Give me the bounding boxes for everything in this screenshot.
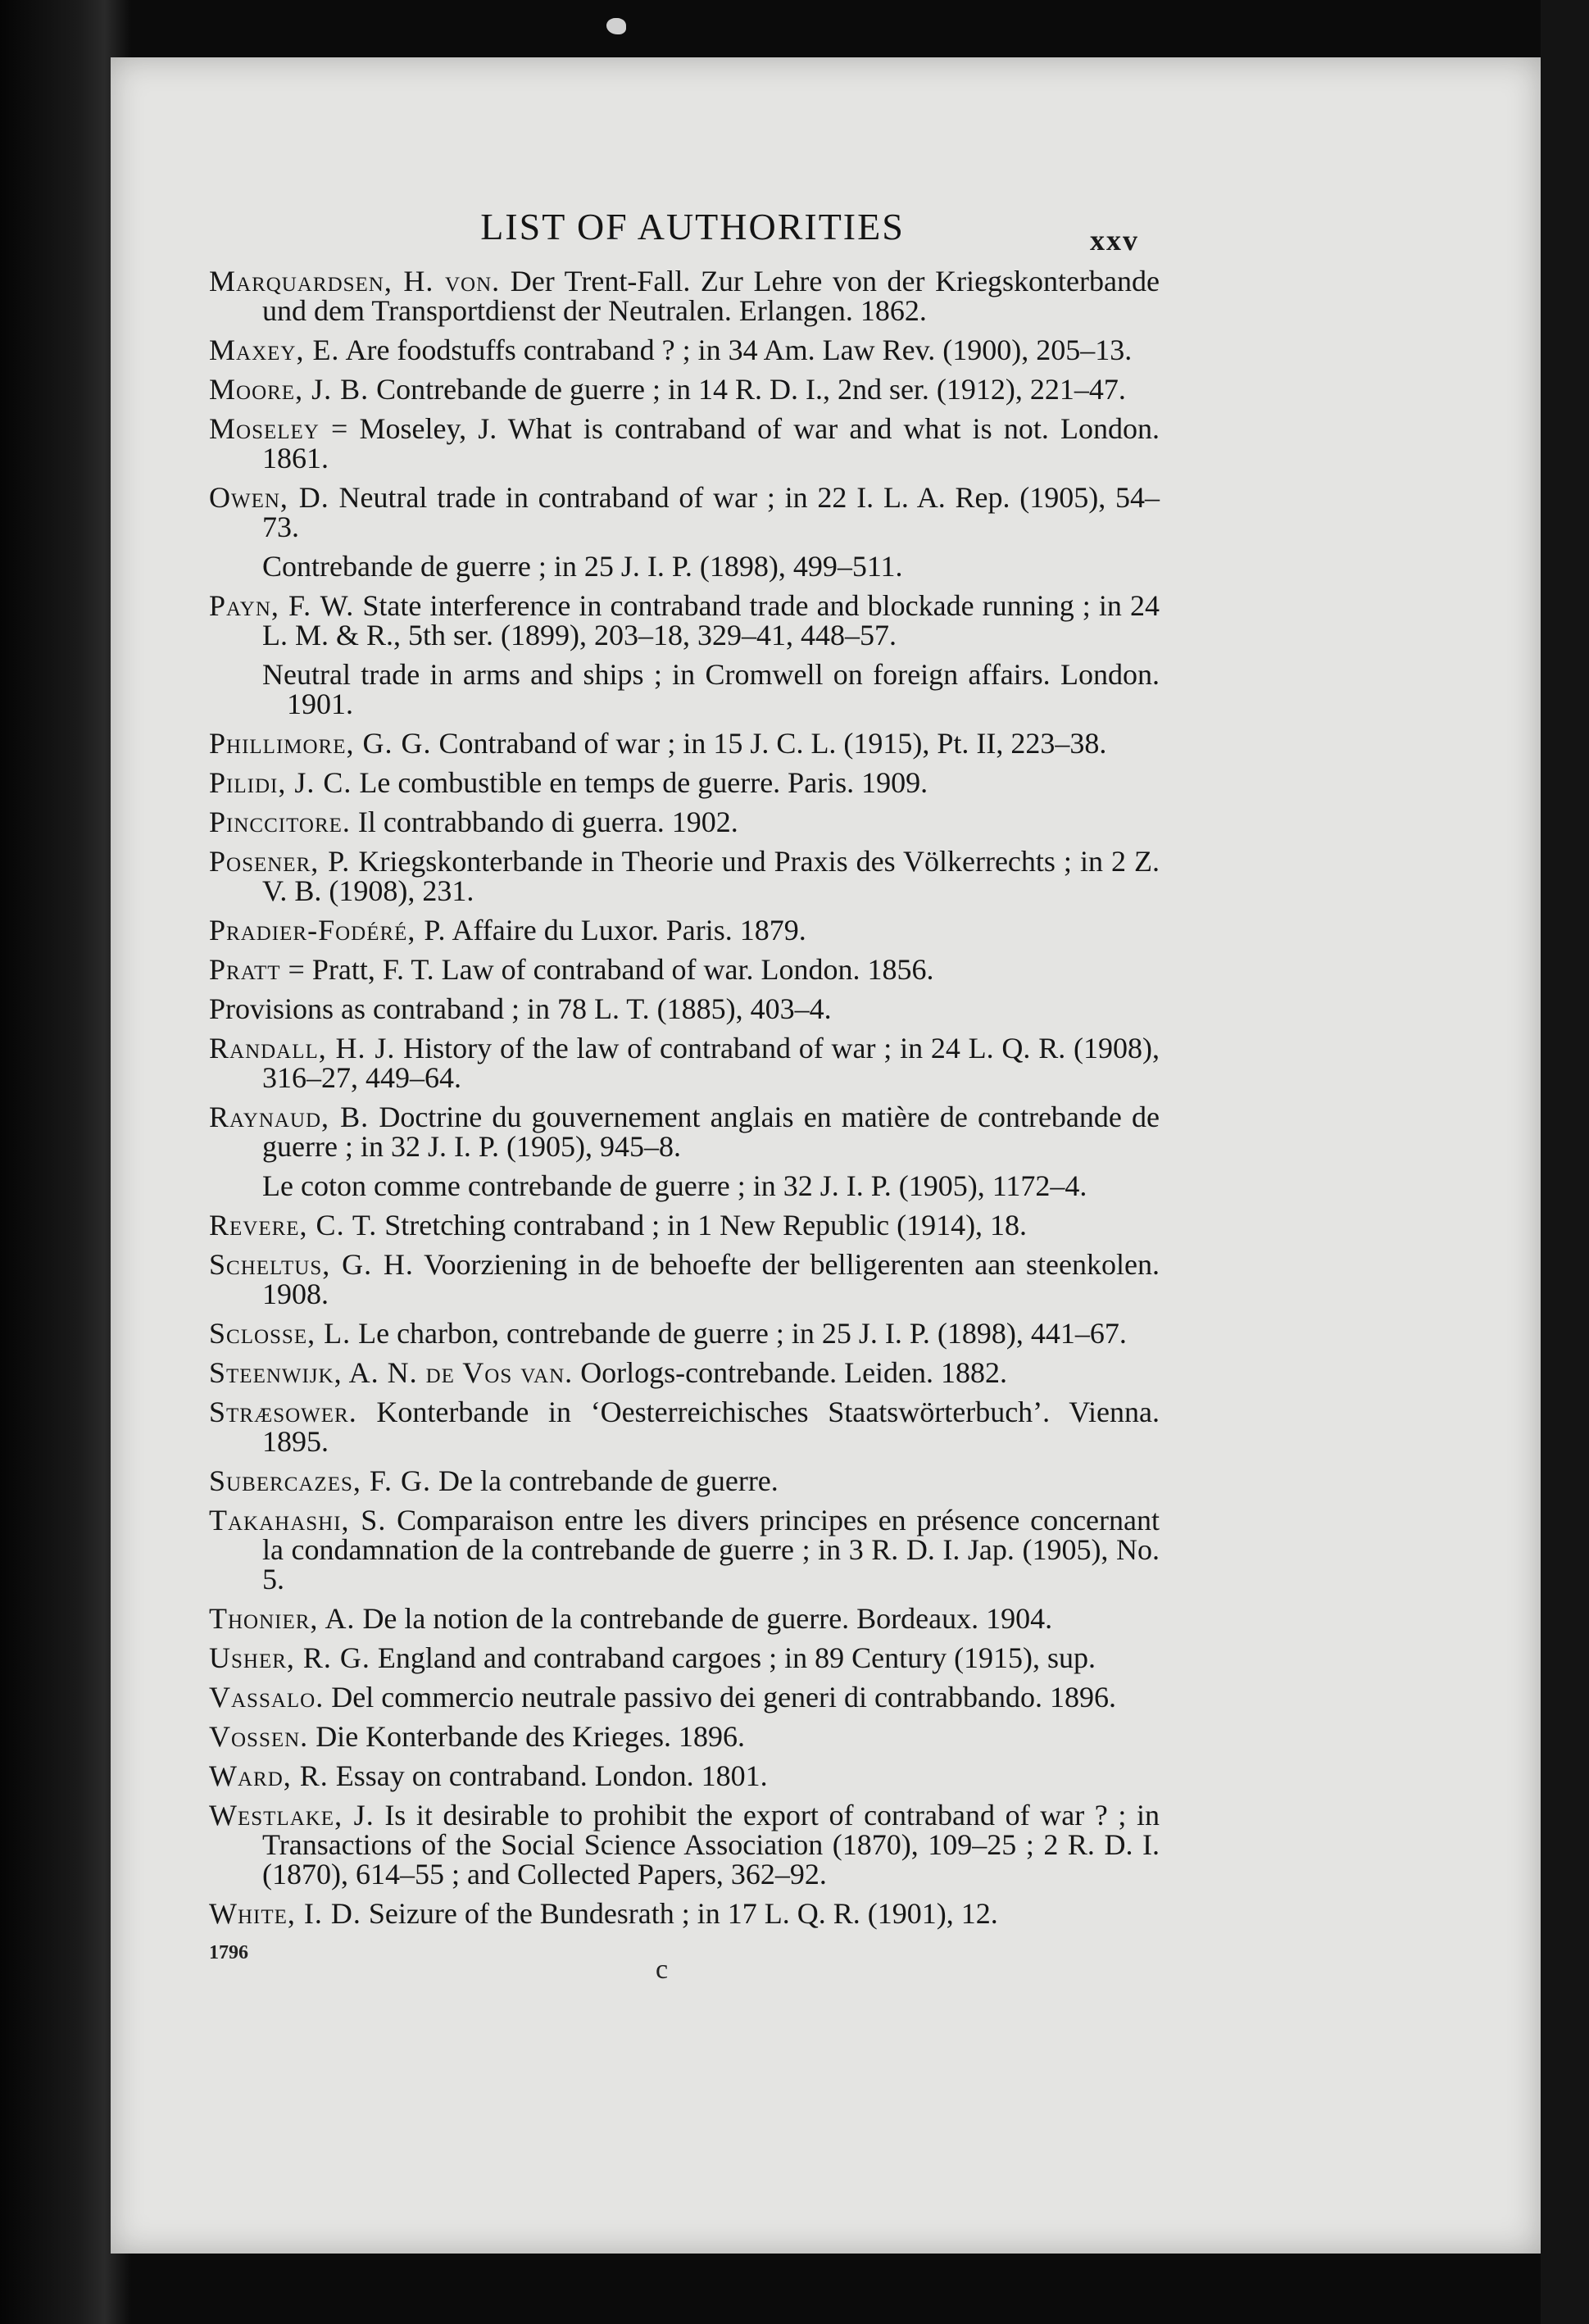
- authority-entry: [209, 847, 1160, 906]
- entry-author: Moore, J. B.: [209, 373, 370, 406]
- entry-text: Contrebande de guerre ; in 14 R. D. I., 2nd ser. (1912), 221–47.: [369, 373, 1126, 406]
- authority-entry: [209, 1722, 1160, 1751]
- entry-text: Is it desirable to prohibit the export of contraband of war ? ; in Transactions of the Social Science Association (1870), 109–25 ; 2 R. D. I. (1870), 614–55 ; and Collected Papers, 362–92.: [262, 1799, 1160, 1891]
- entry-text: De la notion de la contrebande de guerre. Bordeaux. 1904.: [355, 1602, 1053, 1635]
- entry-author: Westlake, J.: [209, 1799, 375, 1832]
- entry-author: Maxey, E.: [209, 334, 340, 366]
- entry-author: Takahashi, S.: [209, 1504, 387, 1536]
- authority-entry: [209, 1643, 1160, 1673]
- entry-author: White, I. D.: [209, 1897, 361, 1930]
- entry-author: Marquardsen, H. von.: [209, 265, 501, 297]
- signature-letter: c: [656, 1954, 669, 1985]
- entry-text: Affaire du Luxor. Paris. 1879.: [446, 914, 806, 946]
- entry-author: Pinccitore.: [209, 806, 351, 838]
- entry-author: Usher, R. G.: [209, 1641, 370, 1674]
- entry-author: Sclosse, L.: [209, 1317, 352, 1350]
- entry-text: Oorlogs-contrebande. Leiden. 1882.: [573, 1356, 1008, 1389]
- entry-author: Vossen.: [209, 1720, 309, 1753]
- entry-text: Die Konterbande des Krieges. 1896.: [308, 1720, 746, 1753]
- entry-text: Il contrabbando di guerra. 1902.: [350, 806, 738, 838]
- authority-entry: [209, 1319, 1160, 1348]
- entry-author: Revere, C. T.: [209, 1209, 378, 1241]
- authority-entry: [209, 591, 1160, 650]
- entry-text: Kriegskonterbande in Theorie und Praxis des Völkerrechts ; in 2 Z. V. B. (1908), 231.: [262, 845, 1160, 907]
- authority-entry: [209, 1250, 1160, 1309]
- entry-text: = Moseley, J. What is contraband of war and what is not. London. 1861.: [262, 412, 1160, 474]
- entry-author: Steenwijk, A. N. de Vos van.: [209, 1356, 574, 1389]
- entry-text: = Pratt, F. T. Law of contraband of war. London. 1856.: [280, 953, 934, 986]
- entry-author: Pilidi, J. C.: [209, 766, 352, 799]
- entry-author: Subercazes, F. G.: [209, 1464, 432, 1497]
- page-title: LIST OF AUTHORITIES: [480, 206, 905, 247]
- entry-text: Doctrine du gouvernement anglais en matière de contrebande de guerre ; in 32 J. I. P. (1905), 945–8.: [262, 1101, 1160, 1163]
- authority-entry: [209, 729, 1160, 758]
- entry-text: Le charbon, contrebande de guerre ; in 25 J. I. P. (1898), 441–67.: [351, 1317, 1127, 1350]
- authority-entry: [209, 1800, 1160, 1889]
- entry-text: Contrebande de guerre ; in 25 J. I. P. (1898), 499–511.: [262, 550, 903, 583]
- entry-text: Neutral trade in arms and ships ; in Cromwell on foreign affairs. London. 1901.: [262, 658, 1160, 720]
- authority-entry: [234, 660, 1160, 719]
- entry-text: Le coton comme contrebande de guerre ; in 32 J. I. P. (1905), 1172–4.: [262, 1169, 1087, 1202]
- entry-text: Del commercio neutrale passivo dei generi di contrabbando. 1896.: [324, 1681, 1116, 1713]
- authority-entry: [234, 551, 1160, 581]
- entry-author: Pradier-Fodéré, P.: [209, 914, 447, 946]
- entry-text: Seizure of the Bundesrath ; in 17 L. Q. R. (1901), 12.: [361, 1897, 998, 1930]
- authority-entry: [209, 1102, 1160, 1161]
- entry-text: Neutral trade in contraband of war ; in 22 I. L. A. Rep. (1905), 54–73.: [262, 481, 1160, 543]
- authorities-list: [209, 266, 1160, 1938]
- page-number: xxv: [1090, 224, 1139, 256]
- entry-text: Comparaison entre les divers principes en présence concernant la condamnation de la contrebande de guerre ; in 3 R. D. I. Jap. (1905), No. 5.: [262, 1504, 1160, 1595]
- entry-text: Are foodstuffs contraband ? ; in 34 Am. Law Rev. (1900), 205–13.: [339, 334, 1133, 366]
- entry-author: Owen, D.: [209, 481, 329, 514]
- authority-entry: [209, 1761, 1160, 1791]
- authority-entry: [209, 335, 1160, 365]
- authority-entry: [209, 1604, 1160, 1633]
- entry-text: Stretching contraband ; in 1 New Republic (1914), 18.: [377, 1209, 1028, 1241]
- entry-text: Der Trent-Fall. Zur Lehre von der Kriegskonterbande und dem Transportdienst der Neutralen. Erlangen. 1862.: [262, 265, 1160, 327]
- entry-text: De la contrebande de guerre.: [431, 1464, 779, 1497]
- authority-entry: [209, 807, 1160, 837]
- entry-text: Le combustible en temps de guerre. Paris. 1909.: [352, 766, 928, 799]
- entry-author: Scheltus, G. H.: [209, 1248, 414, 1281]
- authority-entry: [209, 1210, 1160, 1240]
- entry-text: Provisions as contraband ; in 78 L. T. (1885), 403–4.: [209, 992, 832, 1025]
- scan-blemish: [606, 18, 626, 34]
- authority-entry: [234, 1171, 1160, 1201]
- authority-entry: [209, 1466, 1160, 1496]
- authority-entry: [209, 483, 1160, 542]
- authority-entry: [209, 1397, 1160, 1456]
- entry-author: Ward, R.: [209, 1759, 329, 1792]
- entry-author: Phillimore, G. G.: [209, 727, 432, 760]
- entry-author: Pratt: [209, 953, 281, 986]
- signature-number: 1796: [209, 1942, 248, 1963]
- authority-entry: [209, 1033, 1160, 1092]
- authority-entry: [209, 955, 1160, 984]
- entry-author: Raynaud, B.: [209, 1101, 370, 1133]
- entry-author: Stræsower.: [209, 1396, 357, 1428]
- entry-author: Thonier, A.: [209, 1602, 356, 1635]
- authority-entry: [209, 374, 1160, 404]
- authority-entry: [209, 1505, 1160, 1594]
- entry-text: History of the law of contraband of war ; in 24 L. Q. R. (1908), 316–27, 449–64.: [262, 1032, 1160, 1094]
- entry-text: State interference in contraband trade and blockade running ; in 24 L. M. & R., 5th ser. (1899), 203–18, 329–41, 448–57.: [262, 589, 1160, 651]
- entry-text: Essay on contraband. London. 1801.: [328, 1759, 768, 1792]
- entry-text: Contraband of war ; in 15 J. C. L. (1915), Pt. II, 223–38.: [431, 727, 1107, 760]
- authority-entry: [209, 266, 1160, 325]
- scan-edge: [1541, 0, 1589, 2324]
- entry-text: England and contraband cargoes ; in 89 Century (1915), sup.: [370, 1641, 1096, 1674]
- entry-author: Posener, P.: [209, 845, 351, 878]
- authority-entry: [209, 768, 1160, 797]
- authority-entry: [209, 915, 1160, 945]
- authority-entry: [209, 1899, 1160, 1928]
- entry-author: Randall, H. J.: [209, 1032, 396, 1064]
- authority-entry: [209, 1358, 1160, 1387]
- authority-entry: [209, 994, 1160, 1024]
- entry-text: Konterbande in ‘Oesterreichisches Staatswörterbuch’. Vienna. 1895.: [262, 1396, 1160, 1458]
- entry-text: Voorziening in de behoefte der belligerenten aan steenkolen. 1908.: [262, 1248, 1160, 1310]
- entry-author: Vassalo.: [209, 1681, 325, 1713]
- authority-entry: [209, 414, 1160, 473]
- entry-author: Payn, F. W.: [209, 589, 355, 622]
- authority-entry: [209, 1682, 1160, 1712]
- entry-author: Moseley: [209, 412, 320, 445]
